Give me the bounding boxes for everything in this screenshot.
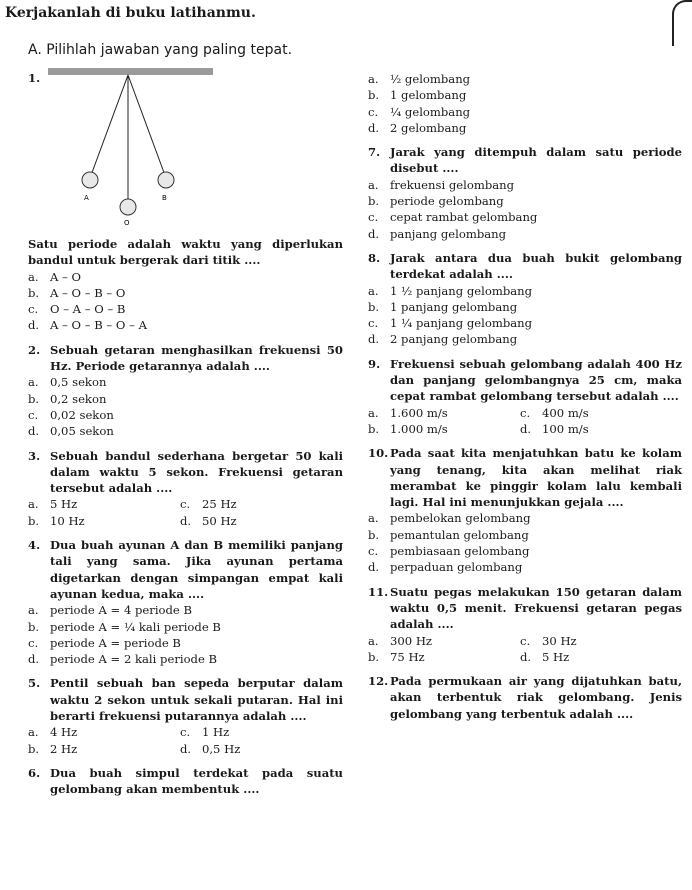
q2-text: Sebuah getaran menghasilkan frekuensi 50 Hz. Periode getarannya adalah .... (50, 342, 343, 374)
question-5 (28, 675, 343, 756)
bob-o (120, 199, 136, 215)
q4-option-a[interactable]: a. periode A = 4 periode B (28, 603, 193, 618)
question-9 (368, 356, 682, 437)
bob-b (158, 172, 174, 188)
q6-option-a[interactable]: a. ½ gelombang (368, 72, 471, 86)
q10-option-a[interactable]: a. pembelokan gelombang (368, 511, 531, 526)
label-b: B (162, 194, 167, 202)
page-corner-decoration (672, 0, 692, 46)
q7-text: Jarak yang ditempuh dalam satu periode disebut .... (390, 145, 682, 176)
left-column (28, 236, 343, 798)
q3-option-b[interactable]: b. 10 Hz (28, 513, 85, 528)
q5-option-b[interactable]: b. 2 Hz (28, 741, 78, 756)
question-12 (368, 673, 682, 722)
q3-option-d[interactable]: d. 50 Hz (180, 513, 237, 528)
question-3 (28, 448, 343, 529)
question-2 (28, 342, 343, 440)
q10-text: Pada saat kita menjatuhkan batu ke kolam yang tenang, kita akan melihat riak merambat ke pinggir kolam lalu kembali lagi. Hal ini menunjukkan gejala .... (390, 446, 682, 510)
q12-text: Pada permukaan air yang dijatuhkan batu, akan terbentuk riak gelombang. Jenis gelombang yang terbentuk adalah .... (390, 674, 682, 721)
q9-option-c[interactable]: c. 400 m/s (520, 405, 589, 420)
right-column (368, 71, 682, 722)
q8-option-a[interactable]: a. 1 ½ panjang gelombang (368, 283, 533, 298)
q9-number: 9. (368, 356, 381, 371)
string-b (128, 75, 166, 178)
q6-text: Dua buah simpul terdekat pada suatu gelombang akan membentuk .... (50, 765, 343, 797)
q11-number: 11. (368, 584, 389, 599)
bob-a (82, 172, 98, 188)
q10-number: 10. (368, 446, 389, 461)
q7-option-d[interactable]: d. panjang gelombang (368, 226, 507, 241)
q2-option-b[interactable]: b. 0,2 sekon (28, 391, 107, 406)
q11-text: Suatu pegas melakukan 150 getaran dalam waktu 0,5 menit. Frekuensi getaran pegas adalah .... (390, 584, 682, 632)
q10-option-b[interactable]: b. pemantulan gelombang (368, 527, 529, 542)
string-a (90, 75, 128, 178)
label-o: O (124, 219, 130, 227)
q3-option-a[interactable]: a. 5 Hz (28, 497, 78, 512)
q4-option-c[interactable]: c. periode A = periode B (28, 635, 181, 650)
page-title: Kerjakanlah di buku latihanmu. (5, 5, 256, 21)
question-4 (28, 537, 343, 667)
q11-option-b[interactable]: b. 75 Hz (368, 649, 425, 664)
q4-option-d[interactable]: d. periode A = 2 kali periode B (28, 652, 218, 667)
q4-text: Dua buah ayunan A dan B memiliki panjang tali yang sama. Jika ayunan pertama digetarkan dengan simpangan empat kali ayunan kedua, maka .... (50, 538, 343, 601)
question-6-options (368, 71, 682, 136)
q6-option-c[interactable]: c. ¼ gelombang (368, 104, 471, 119)
q1-number: 1. (28, 71, 41, 85)
q4-option-b[interactable]: b. periode A = ¼ kali periode B (28, 619, 221, 634)
section-heading: A. Pilihlah jawaban yang paling tepat. (28, 42, 293, 58)
q8-option-c[interactable]: c. 1 ¼ panjang gelombang (368, 316, 533, 331)
q7-option-c[interactable]: c. cepat rambat gelombang (368, 210, 538, 225)
q1-option-c[interactable]: c. O – A – O – B (28, 302, 126, 317)
q3-text: Sebuah bandul sederhana bergetar 50 kali dalam waktu 5 sekon. Frekuensi getaran tersebut adalah .... (50, 448, 343, 496)
q6-option-d[interactable]: d. 2 gelombang (368, 120, 467, 135)
q9-option-b[interactable]: b. 1.000 m/s (368, 421, 448, 436)
q7-option-a[interactable]: a. frekuensi gelombang (368, 177, 515, 192)
q8-number: 8. (368, 250, 381, 265)
question-11 (368, 584, 682, 665)
q1-option-a[interactable]: a. A – O (28, 269, 82, 284)
q8-text: Jarak antara dua buah bukit gelombang terdekat adalah .... (390, 250, 682, 282)
question-8 (368, 250, 682, 348)
question-1 (28, 236, 343, 334)
pendulum-figure (48, 68, 218, 228)
q3-number: 3. (28, 448, 41, 463)
q5-option-a[interactable]: a. 4 Hz (28, 725, 78, 740)
question-10 (368, 445, 682, 575)
q2-option-a[interactable]: a. 0,5 sekon (28, 375, 107, 390)
q2-number: 2. (28, 342, 41, 357)
q11-option-d[interactable]: d. 5 Hz (520, 649, 570, 664)
q6-number: 6. (28, 765, 41, 780)
q5-text: Pentil sebuah ban sepeda berputar dalam waktu 2 sekon untuk sekali putaran. Hal ini berarti frekuensi putarannya adalah .... (50, 676, 343, 724)
question-7 (368, 144, 682, 242)
question-6 (28, 765, 343, 798)
pendulum-support (48, 68, 213, 75)
q3-option-c[interactable]: c. 25 Hz (180, 497, 237, 512)
q5-number: 5. (28, 676, 41, 691)
q10-option-d[interactable]: d. perpaduan gelombang (368, 560, 523, 575)
q8-option-b[interactable]: b. 1 panjang gelombang (368, 299, 518, 314)
q5-option-c[interactable]: c. 1 Hz (180, 725, 230, 740)
q6-option-b[interactable]: b. 1 gelombang (368, 88, 467, 103)
q2-option-c[interactable]: c. 0,02 sekon (28, 407, 114, 422)
q11-option-a[interactable]: a. 300 Hz (368, 633, 433, 648)
q9-text: Frekuensi sebuah gelombang adalah 400 Hz dan panjang gelombangnya 25 cm, maka cepat rambat gelombang tersebut adalah .... (390, 356, 682, 404)
q1-option-d[interactable]: d. A – O – B – O – A (28, 318, 147, 333)
q12-number: 12. (368, 674, 389, 689)
q7-number: 7. (368, 145, 381, 160)
q9-option-d[interactable]: d. 100 m/s (520, 421, 589, 436)
q1-text: Satu periode adalah waktu yang diperlukan bandul untuk bergerak dari titik .... (28, 237, 343, 268)
q2-option-d[interactable]: d. 0,05 sekon (28, 424, 114, 439)
q8-option-d[interactable]: d. 2 panjang gelombang (368, 332, 518, 347)
q1-option-b[interactable]: b. A – O – B – O (28, 285, 126, 300)
q11-option-c[interactable]: c. 30 Hz (520, 633, 577, 648)
q5-option-d[interactable]: d. 0,5 Hz (180, 741, 241, 756)
q9-option-a[interactable]: a. 1.600 m/s (368, 405, 448, 420)
q7-option-b[interactable]: b. periode gelombang (368, 194, 504, 209)
q10-option-c[interactable]: c. pembiasaan gelombang (368, 544, 530, 559)
label-a: A (84, 194, 89, 202)
q4-number: 4. (28, 538, 41, 553)
